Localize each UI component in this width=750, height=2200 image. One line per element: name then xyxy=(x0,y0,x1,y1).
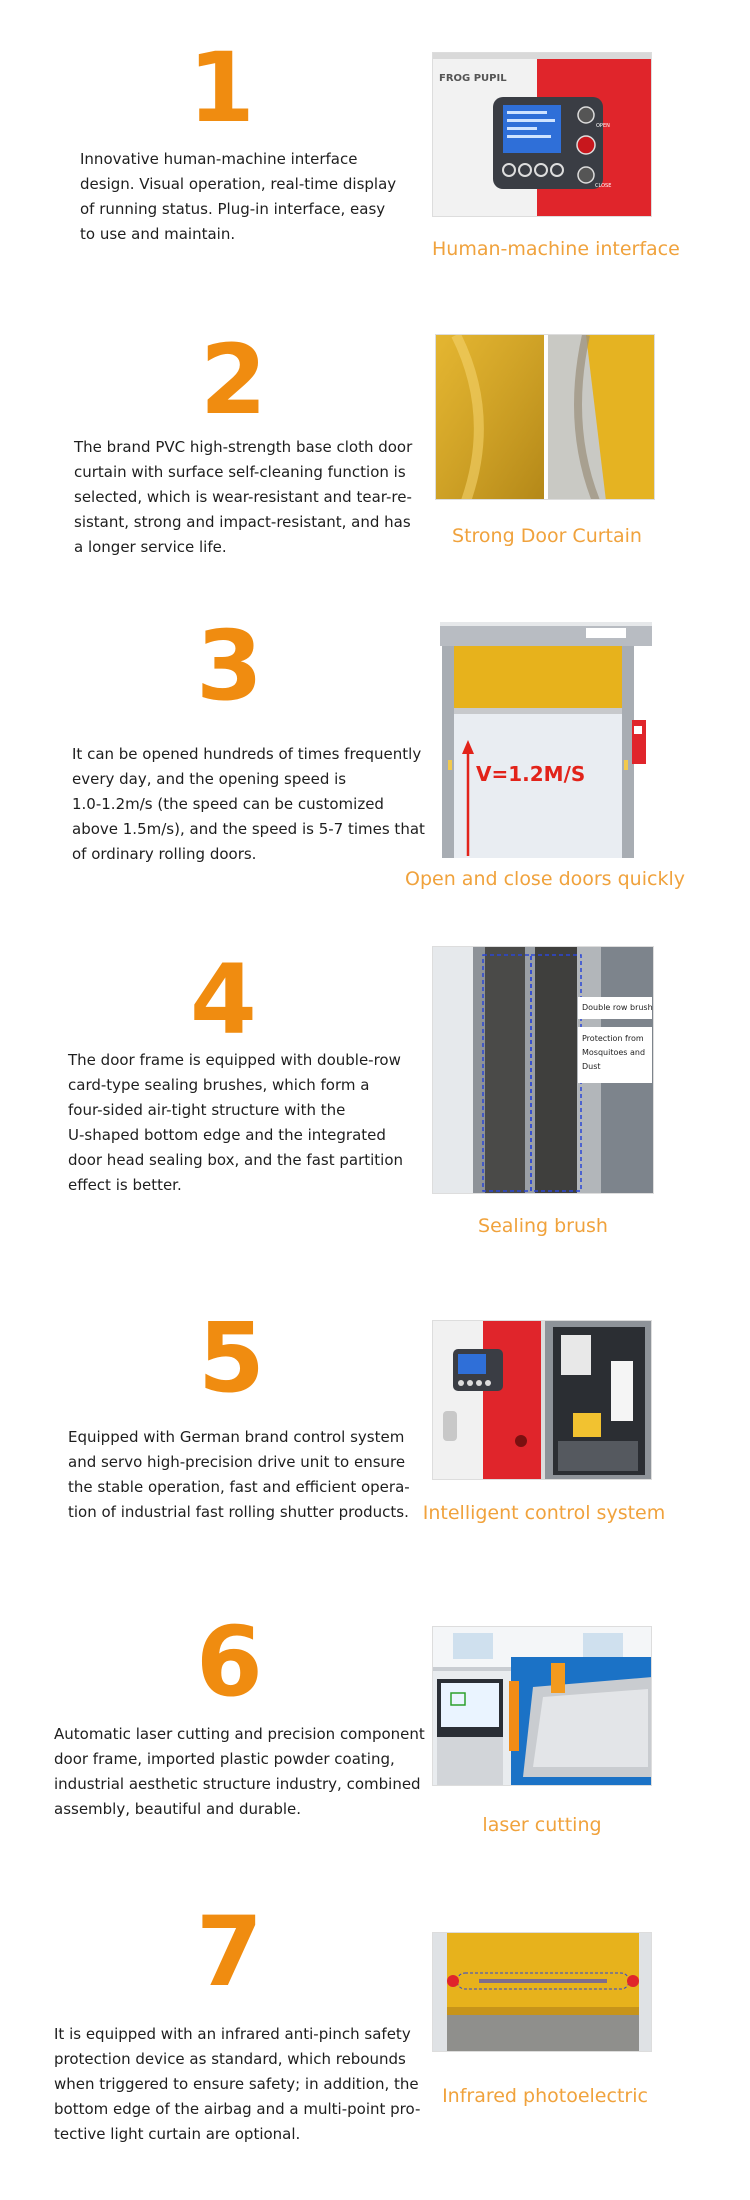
feature-caption: Infrared photoelectric xyxy=(442,2085,648,2107)
description-line: Innovative human-machine interface xyxy=(80,150,358,168)
description-line: card-type sealing brushes, which form a xyxy=(68,1076,370,1094)
description-line: above 1.5m/s), and the speed is 5-7 times that xyxy=(72,820,425,838)
speed-label: V=1.2M/S xyxy=(476,762,586,786)
feature-caption: Strong Door Curtain xyxy=(452,525,642,547)
feature-3 xyxy=(0,600,750,930)
brand-label: FROG PUPIL xyxy=(439,73,507,84)
feature-caption: Open and close doors quickly xyxy=(405,868,685,890)
feature-number: 5 xyxy=(198,1302,265,1414)
feature-description xyxy=(68,1048,418,1198)
protection-label-line: Mosquitoes and xyxy=(582,1048,646,1057)
feature-6 xyxy=(0,1570,750,1870)
feature-description xyxy=(54,1722,434,1822)
protection-label-line: Dust xyxy=(582,1062,601,1071)
description-line: U-shaped bottom edge and the integrated xyxy=(68,1126,386,1144)
feature-number: 6 xyxy=(196,1606,263,1718)
description-line: four-sided air-tight structure with the xyxy=(68,1101,346,1119)
description-line: bottom edge of the airbag and a multi-point pro- xyxy=(54,2100,421,2118)
description-line: The door frame is equipped with double-row xyxy=(68,1051,401,1069)
description-line: every day, and the opening speed is xyxy=(72,770,347,788)
description-line: door head sealing box, and the fast partition xyxy=(68,1151,404,1169)
feature-description xyxy=(54,2022,434,2147)
description-line: a longer service life. xyxy=(74,538,227,556)
feature-4 xyxy=(0,930,750,1270)
description-line: to use and maintain. xyxy=(80,225,236,243)
feature-description xyxy=(74,435,424,560)
hmi-photo xyxy=(432,52,652,217)
feature-caption: Human-machine interface xyxy=(432,238,680,260)
description-line: It is equipped with an infrared anti-pinch safety xyxy=(54,2025,411,2043)
description-line: curtain with surface self-cleaning function is xyxy=(74,463,406,481)
feature-number: 2 xyxy=(200,324,267,436)
feature-5 xyxy=(0,1270,750,1570)
close-label: CLOSE xyxy=(595,183,612,189)
description-line: the stable operation, fast and efficient opera- xyxy=(68,1478,410,1496)
feature-7 xyxy=(0,1870,750,2200)
infrared-photo xyxy=(432,1932,652,2052)
description-line: design. Visual operation, real-time display xyxy=(80,175,397,193)
description-line: selected, which is wear-resistant and tear-re- xyxy=(74,488,412,506)
description-line: It can be opened hundreds of times frequently xyxy=(72,745,422,763)
feature-caption: Intelligent control system xyxy=(422,1502,666,1524)
description-line: tion of industrial fast rolling shutter products. xyxy=(68,1503,409,1521)
control-system-photo xyxy=(432,1320,652,1480)
feature-number: 3 xyxy=(196,610,263,722)
sealing-brush-photo xyxy=(432,946,654,1194)
description-line: and servo high-precision drive unit to ensure xyxy=(68,1453,406,1471)
description-line: sistant, strong and impact-resistant, and has xyxy=(74,513,411,531)
brush-label: Double row brush xyxy=(582,1003,653,1012)
curtain-photo xyxy=(435,334,655,500)
protection-label xyxy=(582,1032,645,1074)
feature-description xyxy=(80,147,420,247)
feature-description xyxy=(72,742,432,867)
feature-2 xyxy=(0,300,750,600)
feature-number: 1 xyxy=(188,32,255,144)
protection-label-line: Protection from xyxy=(582,1034,644,1043)
description-line: protection device as standard, which rebounds xyxy=(54,2050,406,2068)
description-line: Equipped with German brand control system xyxy=(68,1428,405,1446)
description-line: 1.0-1.2m/s (the speed can be customized xyxy=(72,795,384,813)
description-line: industrial aesthetic structure industry, combined xyxy=(54,1775,421,1793)
laser-cutting-photo xyxy=(432,1626,652,1786)
feature-number: 7 xyxy=(196,1896,263,2008)
feature-description xyxy=(68,1425,428,1525)
feature-caption: Sealing brush xyxy=(478,1215,608,1237)
description-line: of ordinary rolling doors. xyxy=(72,845,257,863)
description-line: effect is better. xyxy=(68,1176,182,1194)
description-line: The brand PVC high-strength base cloth door xyxy=(74,438,413,456)
open-label: OPEN xyxy=(596,123,610,129)
feature-1 xyxy=(0,0,750,300)
description-line: when triggered to ensure safety; in addition, the xyxy=(54,2075,419,2093)
description-line: assembly, beautiful and durable. xyxy=(54,1800,302,1818)
description-line: of running status. Plug-in interface, easy xyxy=(80,200,386,218)
fast-door-photo xyxy=(436,620,656,860)
description-line: door frame, imported plastic powder coating, xyxy=(54,1750,395,1768)
description-line: Automatic laser cutting and precision component xyxy=(54,1725,425,1743)
description-line: tective light curtain are optional. xyxy=(54,2125,301,2143)
feature-caption: laser cutting xyxy=(482,1814,602,1836)
feature-number: 4 xyxy=(190,944,257,1056)
